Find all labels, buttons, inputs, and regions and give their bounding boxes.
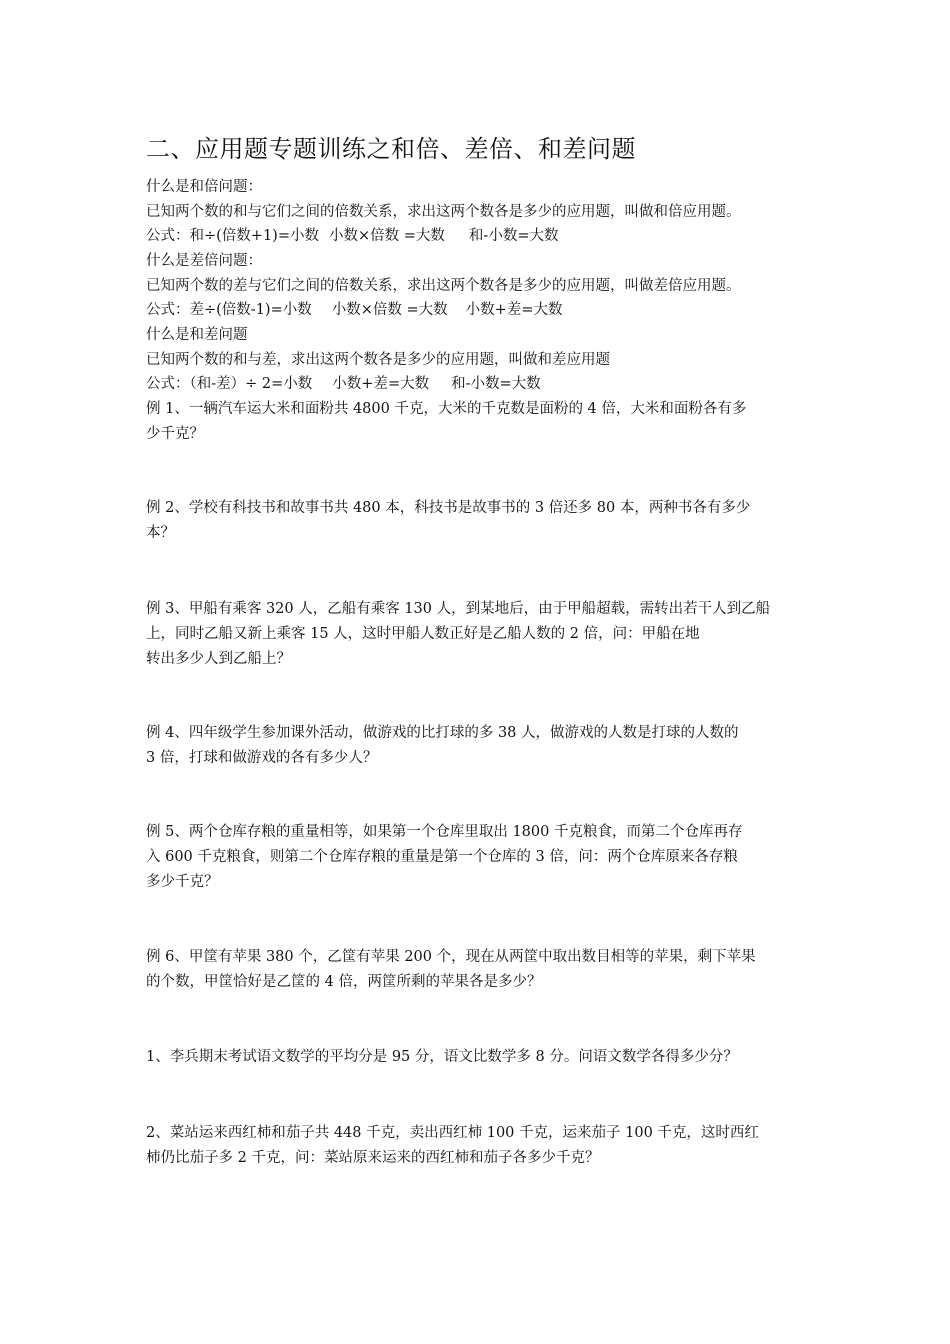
example-4-line-1: 例 4、四年级学生参加课外活动，做游戏的比打球的多 38 人，做游戏的人数是打球的人数的 <box>146 725 739 741</box>
example-6-line-1: 例 6、甲筐有苹果 380 个，乙筐有苹果 200 个，现在从两筐中取出数目相等的苹果，剩下苹果 <box>146 949 756 965</box>
formula-part: 小数×倍数 =大数 <box>329 228 445 244</box>
cha-bei-heading: 什么是差倍问题： <box>146 253 262 269</box>
he-bei-formula <box>146 224 558 248</box>
formula-part: 和÷(倍数+1)=小数 <box>189 228 319 244</box>
formula-part: 小数+差=大数 <box>332 376 430 392</box>
example-4-line-2: 3 倍，打球和做游戏的各有多少人？ <box>146 750 378 766</box>
exercise-1-line-1: 1、李兵期末考试语文数学的平均分是 95 分，语文比数学多 8 分。问语文数学各得多少分？ <box>146 1049 738 1065</box>
formula-prefix: 公式： <box>146 228 190 244</box>
cha-bei-definition: 已知两个数的差与它们之间的倍数关系，求出这两个数各是多少的应用题，叫做差倍应用题。 <box>146 278 741 294</box>
he-cha-heading: 什么是和差问题 <box>146 327 248 343</box>
example-3-line-3: 转出多少人到乙船上？ <box>146 651 291 667</box>
example-3-line-2: 上，同时乙船又新上乘客 15 人，这时甲船人数正好是乙船人数的 2 倍，问：甲船在地 <box>146 626 700 642</box>
example-2-line-2: 本？ <box>146 525 175 541</box>
example-1-line-1: 例 1、一辆汽车运大米和面粉共 4800 千克，大米的千克数是面粉的 4 倍，大米和面粉各有多 <box>146 401 747 417</box>
he-cha-definition: 已知两个数的和与差，求出这两个数各是多少的应用题，叫做和差应用题 <box>146 352 610 368</box>
he-bei-definition: 已知两个数的和与它们之间的倍数关系，求出这两个数各是多少的应用题，叫做和倍应用题。 <box>146 204 741 220</box>
formula-part: （和-差）÷ 2=小数 <box>189 376 313 392</box>
cha-bei-formula <box>146 298 562 322</box>
he-cha-formula <box>146 372 541 396</box>
example-6-line-2: 的个数，甲筐恰好是乙筐的 4 倍，两筐所剩的苹果各是多少？ <box>146 974 542 990</box>
formula-prefix: 公式： <box>146 302 190 318</box>
formula-part: 和-小数=大数 <box>451 376 541 392</box>
he-bei-heading: 什么是和倍问题： <box>146 179 262 195</box>
example-5-line-1: 例 5、两个仓库存粮的重量相等，如果第一个仓库里取出 1800 千克粮食，而第二个仓库再存 <box>146 824 743 840</box>
formula-part: 小数+差=大数 <box>465 302 563 318</box>
page-title: 二、应用题专题训练之和倍、差倍、和差问题 <box>146 135 636 163</box>
example-3-line-1: 例 3、甲船有乘客 320 人，乙船有乘客 130 人，到某地后，由于甲船超载，需转出若干人到乙船 <box>146 601 771 617</box>
example-2-line-1: 例 2、学校有科技书和故事书共 480 本，科技书是故事书的 3 倍还多 80 本，两种书各有多少 <box>146 500 751 516</box>
example-5-line-3: 多少千克？ <box>146 874 219 890</box>
example-5-line-2: 入 600 千克粮食，则第二个仓库存粮的重量是第一个仓库的 3 倍，问：两个仓库原来各存粮 <box>146 849 738 865</box>
exercise-2-line-1: 2、菜站运来西红柿和茄子共 448 千克，卖出西红柿 100 千克，运来茄子 100 千克，这时西红 <box>146 1125 759 1141</box>
formula-part: 小数×倍数 =大数 <box>331 302 448 318</box>
formula-prefix: 公式： <box>146 376 190 392</box>
example-1-line-2: 少千克？ <box>146 426 204 442</box>
formula-part: 差÷(倍数-1)=小数 <box>189 302 312 318</box>
formula-part: 和-小数=大数 <box>468 228 559 244</box>
exercise-2-line-2: 柿仍比茄子多 2 千克，问：菜站原来运来的西红柿和茄子各多少千克？ <box>146 1150 600 1166</box>
